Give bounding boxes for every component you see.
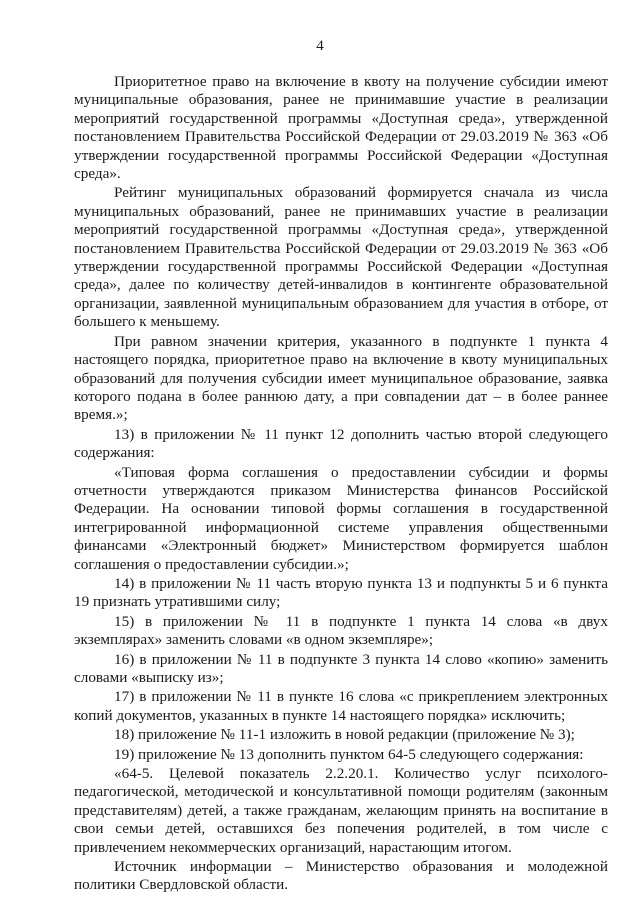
document-body (74, 73, 608, 896)
paragraph-equal-criterion: При равном значении критерия, указанного в подпункте 1 пункта 4 настоящего порядка, приоритетное право на включение в квоту муниципальных образований для получения субсидии имеет муниципальное образование, заявка которого подана в более раннюю дату, а при совпадении дат – в более раннее время.»; (74, 332, 608, 424)
paragraph-quote-agreement-form: «Типовая форма соглашения о предоставлении субсидии и формы отчетности утверждаются приказом Министерства финансов Российской Федерации. На основании типовой формы соглашения в государственной интегрированной информационной системе управления общественными финансами «Электронный бюджет» Министерством формируется шаблон соглашения о предоставлении субсидии.»; (74, 463, 608, 573)
paragraph-quote-target-indicator: «64-5. Целевой показатель 2.2.20.1. Количество услуг психолого-педагогической, методической и консультативной помощи родителям (законным представителям) детей, а также гражданам, желающим принять на воспитание в свои семьи детей, оставшихся без попечения родителей, в том числе с привлечением некоммерческих организаций, нарастающим итогом. (74, 765, 608, 856)
page-number: 4 (316, 38, 324, 54)
paragraph-priority-right: Приоритетное право на включение в квоту на получение субсидии имеют муниципальные образования, ранее не принимавшие участие в реализации мероприятий государственной программы «Доступная среда», утвержденной постановлением Правительства Российской Федерации от 29.03.2019 № 363 «Об утверждении государственной программы Российской Федерации «Доступная среда». (74, 73, 608, 183)
paragraph-item-16: 16) в приложении № 11 в подпункте 3 пункта 14 слово «копию» заменить словами «выписку из»; (74, 650, 608, 686)
paragraph-item-17: 17) в приложении № 11 в пункте 16 слова «с прикреплением электронных копий документов, указанных в пункте 14 настоящего порядка» исключить; (74, 688, 608, 724)
paragraph-item-18: 18) приложение № 11-1 изложить в новой редакции (приложение № 3); (114, 726, 575, 744)
paragraph-item-13: 13) в приложении № 11 пункт 12 дополнить частью второй следующего содержания: (74, 425, 608, 462)
paragraph-rating: Рейтинг муниципальных образований формируется сначала из числа муниципальных образований, ранее не принимавших участие в реализации мероприятий государственной программы «Доступная среда», утвержденной постановлением Правительства Российской Федерации от 29.03.2019 № 363 «Об утверждении государственной программы Российской Федерации «Доступная среда», далее по количеству детей-инвалидов в контингенте образовательной организации, заявленной муниципальным образованием для участия в отборе, от большего к меньшему. (74, 184, 608, 331)
paragraph-item-14: 14) в приложении № 11 часть вторую пункта 13 и подпункты 5 и 6 пункта 19 признать утратившими силу; (74, 574, 608, 611)
paragraph-information-source: Источник информации – Министерство образования и молодежной политики Свердловской области. (74, 858, 608, 894)
paragraph-item-19: 19) приложение № 13 дополнить пунктом 64-5 следующего содержания: (114, 745, 584, 763)
paragraph-item-15: 15) в приложении № 11 в подпункте 1 пункта 14 слова «в двух экземплярах» заменить словами «в одном экземпляре»; (74, 612, 608, 649)
